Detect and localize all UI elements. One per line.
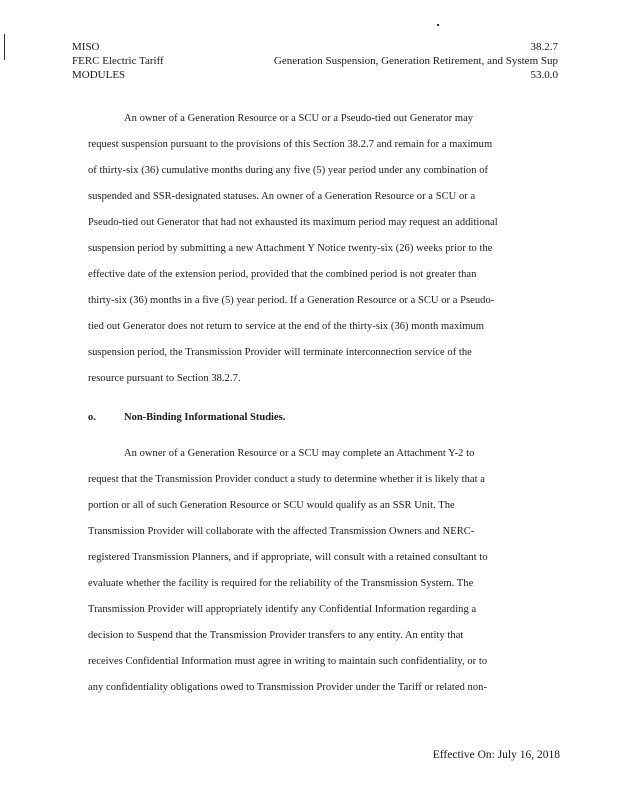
text-line: evaluate whether the facility is required for the reliability of the Transmission System. The: [88, 578, 474, 589]
header-right: [274, 40, 558, 82]
section-number: 38.2.7: [530, 41, 558, 53]
text-line: Pseudo-tied out Generator that had not exhausted its maximum period may request an additional: [88, 217, 498, 228]
text-line: suspension period by submitting a new Attachment Y Notice twenty-six (26) weeks prior to the: [88, 243, 493, 254]
text-line: registered Transmission Planners, and if appropriate, will consult with a retained consultant to: [88, 552, 488, 563]
text-line: resource pursuant to Section 38.2.7.: [88, 373, 241, 384]
text-line: of thirty-six (36) cumulative months during any five (5) year period under any combination of: [88, 165, 489, 176]
text-line: thirty-six (36) months in a five (5) year period. If a Generation Resource or a SCU or a Pseudo-: [88, 295, 495, 306]
section-heading-number: o.: [88, 412, 96, 423]
header-left: [72, 40, 164, 82]
text-line: request suspension pursuant to the provisions of this Section 38.2.7 and remain for a maximum: [88, 139, 493, 150]
header-left-line: FERC Electric Tariff: [72, 55, 164, 67]
section-title: Generation Suspension, Generation Retirement, and System Sup: [273, 55, 558, 67]
text-line: An owner of a Generation Resource or a SCU may complete an Attachment Y-2 to: [124, 448, 475, 459]
text-line: suspended and SSR-designated statuses. An owner of a Generation Resource or a SCU or a: [88, 191, 476, 202]
text-line: suspension period, the Transmission Provider will terminate interconnection service of the: [88, 347, 472, 358]
text-line: Transmission Provider will collaborate with the affected Transmission Owners and NERC-: [88, 526, 475, 537]
version-number: 53.0.0: [530, 69, 558, 81]
text-line: tied out Generator does not return to service at the end of the thirty-six (36) month maximum: [88, 321, 484, 332]
effective-date: Effective On: July 16, 2018: [432, 749, 560, 761]
section-heading: [88, 412, 285, 423]
scan-artifact-top: [437, 24, 439, 26]
text-line: effective date of the extension period, provided that the combined period is not greater than: [88, 269, 477, 280]
text-line: Transmission Provider will appropriately identify any Confidential Information regarding a: [88, 604, 477, 615]
text-line: decision to Suspend that the Transmission Provider transfers to any entity. An entity that: [88, 630, 464, 641]
header-left-line: MODULES: [72, 69, 126, 81]
text-line: An owner of a Generation Resource or a SCU or a Pseudo-tied out Generator may: [124, 113, 474, 124]
text-line: request that the Transmission Provider conduct a study to determine whether it is likely that a: [88, 474, 485, 485]
text-line: receives Confidential Information must agree in writing to maintain such confidentiality, or to: [88, 656, 488, 667]
section-heading-title: Non-Binding Informational Studies.: [124, 412, 286, 423]
text-line: any confidentiality obligations owed to Transmission Provider under the Tariff or related non-: [88, 682, 488, 693]
header-left-line: MISO: [72, 41, 100, 53]
text-line: portion or all of such Generation Resource or SCU would qualify as an SSR Unit. The: [88, 500, 455, 511]
scan-artifact-left: [4, 34, 5, 60]
